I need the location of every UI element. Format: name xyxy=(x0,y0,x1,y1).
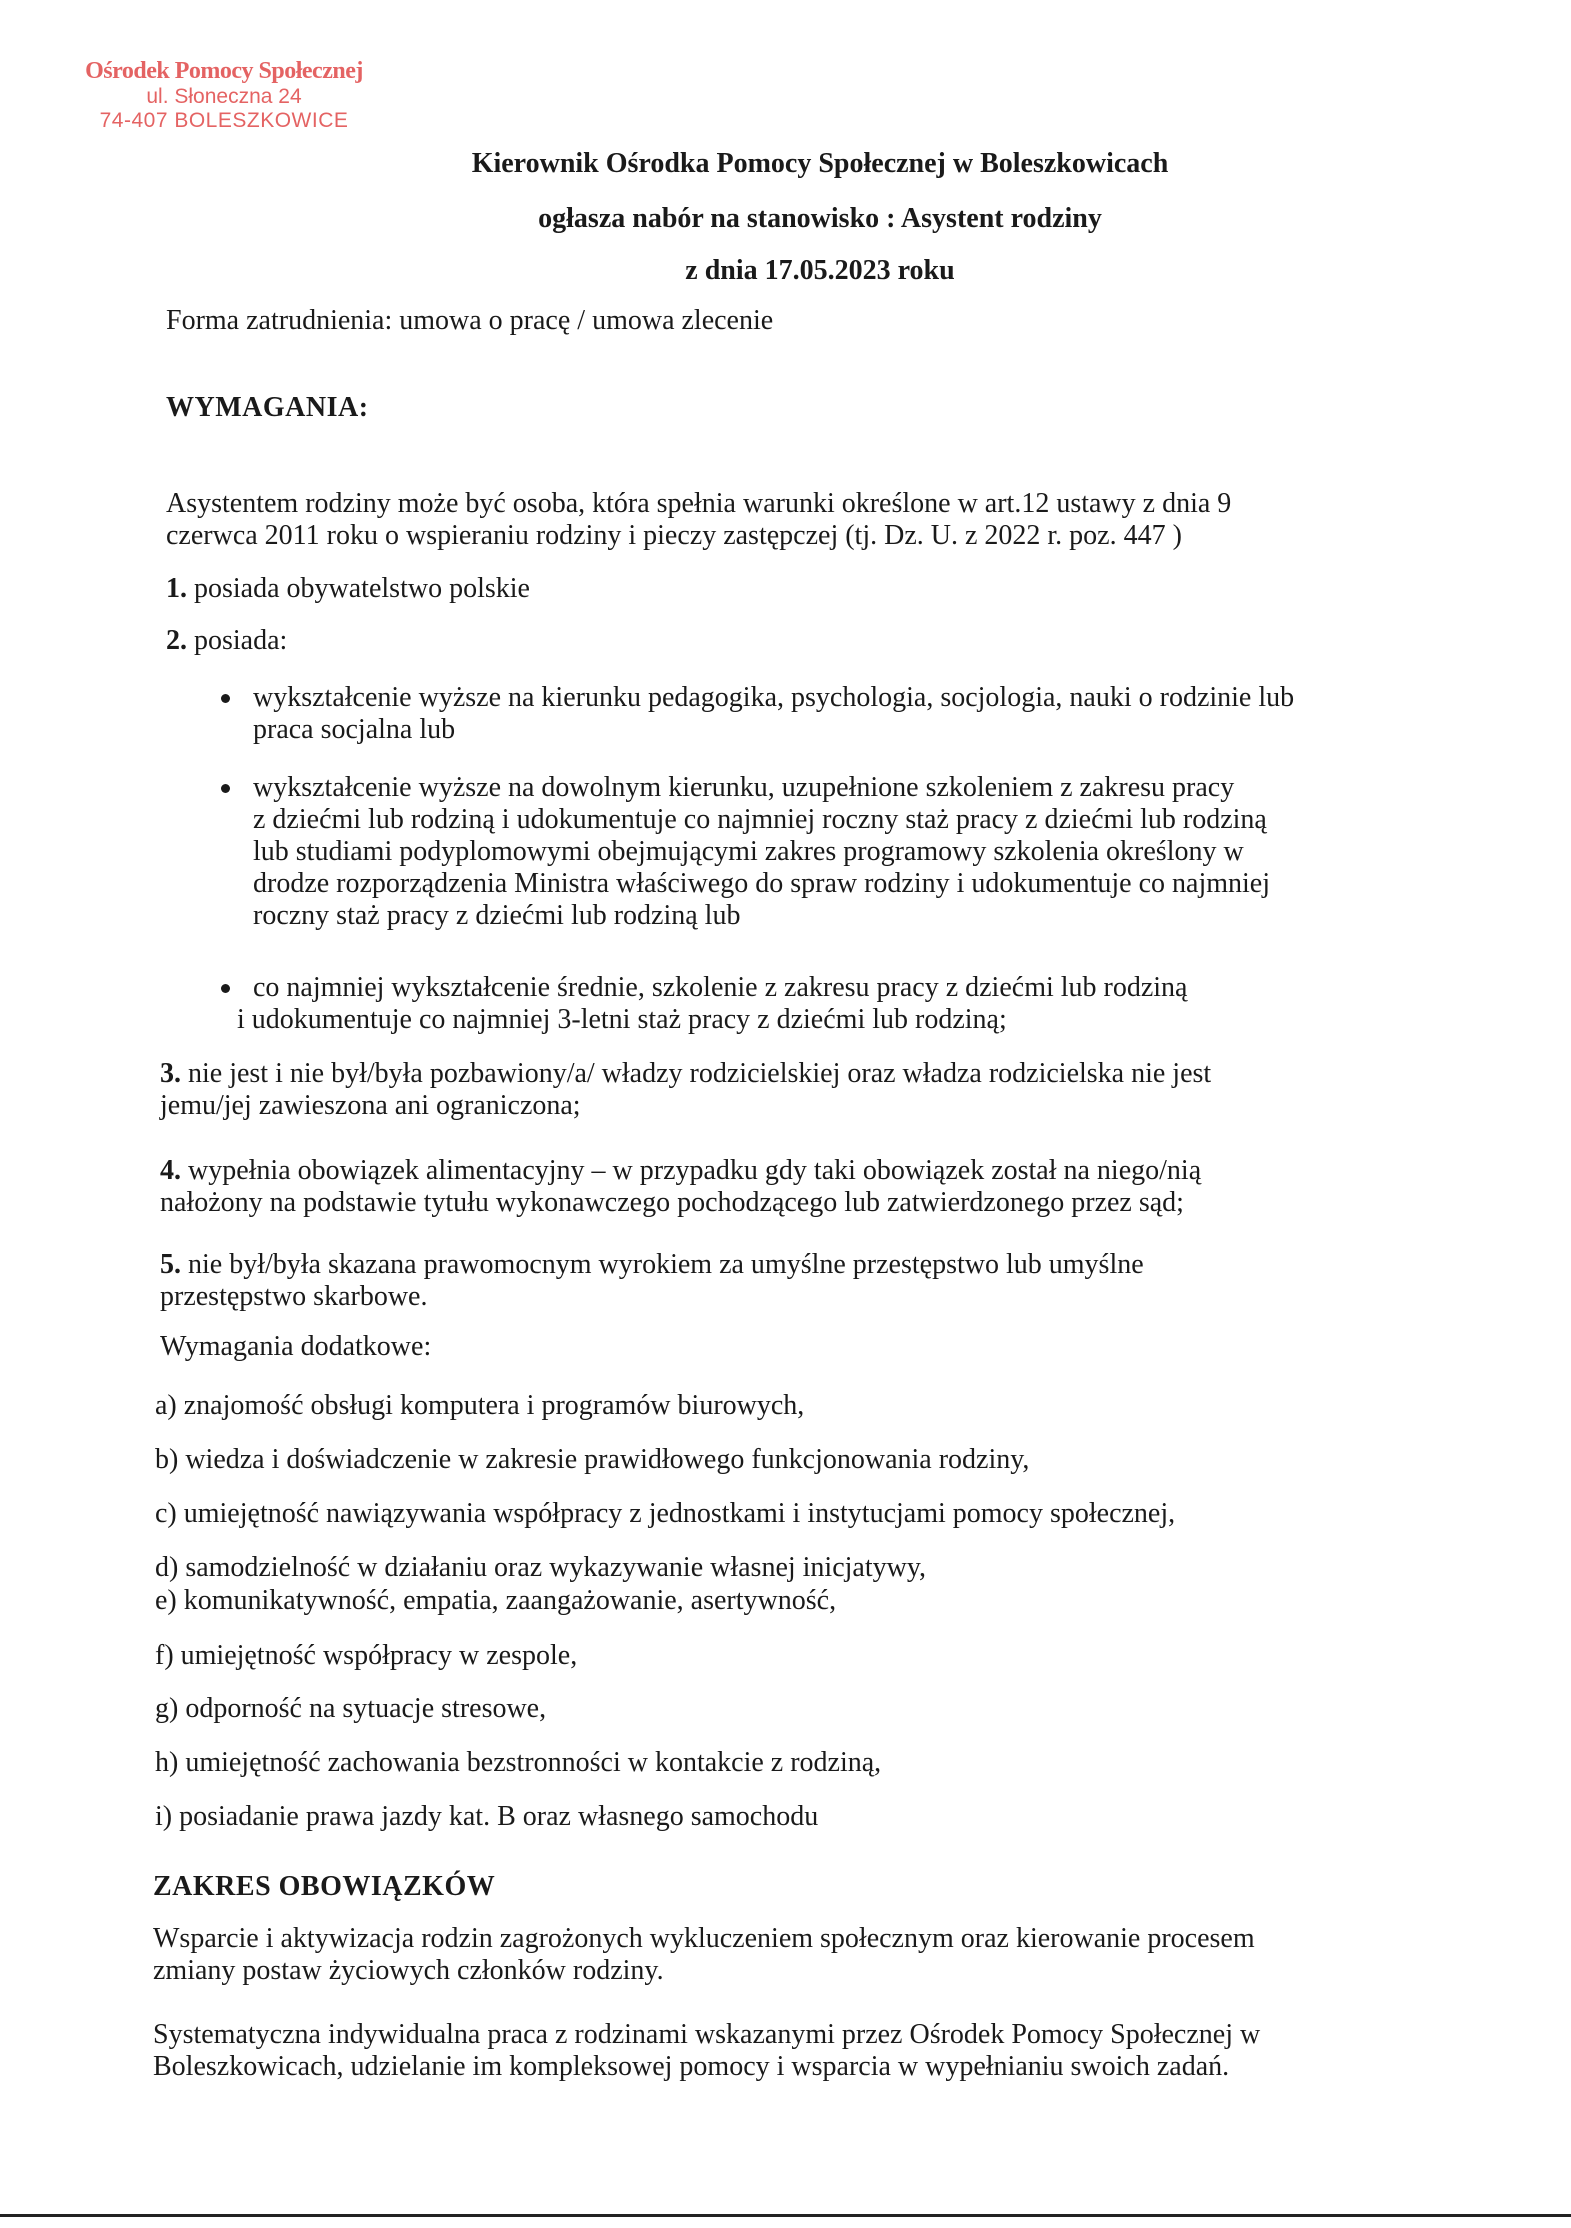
duties-paragraph-1-line-2: zmiany postaw życiowych członków rodziny. xyxy=(153,1955,664,1986)
bullet-2-line-2: z dziećmi lub rodziną i udokumentuje co najmniej roczny staż pracy z dziećmi lub rodziną xyxy=(253,804,1267,835)
header-line-1: Kierownik Ośrodka Pomocy Społecznej w Boleszkowicach xyxy=(471,148,1169,179)
requirement-item-4-line-2: nałożony na podstawie tytułu wykonawczego pochodzącego lub zatwierdzonego przez sąd; xyxy=(160,1187,1184,1218)
additional-item-e: e) komunikatywność, empatia, zaangażowanie, asertywność, xyxy=(155,1585,837,1616)
requirement-item-5-line-1: 5. nie był/była skazana prawomocnym wyrokiem za umyślne przestępstwo lub umyślne xyxy=(160,1249,1144,1280)
bullet-2-line-1: wykształcenie wyższe na dowolnym kierunku, uzupełnione szkoleniem z zakresu pracy xyxy=(253,772,1235,803)
duties-paragraph-2-line-1: Systematyczna indywidualna praca z rodzinami wskazanymi przez Ośrodek Pomocy Społecznej w xyxy=(153,2019,1261,2050)
duties-paragraph-2-line-2: Boleszkowicach, udzielanie im kompleksowej pomocy i wsparcia w wypełnianiu swoich zadań. xyxy=(153,2051,1230,2082)
requirements-intro-line-2: czerwca 2011 roku o wspieraniu rodziny i pieczy zastępczej (tj. Dz. U. z 2022 r. poz. 447 ) xyxy=(166,520,1182,551)
bullet-2-line-5: roczny staż pracy z dziećmi lub rodziną lub xyxy=(253,900,741,931)
bullet-1-line-1: wykształcenie wyższe na kierunku pedagogika, psychologia, socjologia, nauki o rodzinie lub xyxy=(253,682,1295,713)
additional-item-a: a) znajomość obsługi komputera i programów biurowych, xyxy=(155,1390,805,1421)
bullet-icon xyxy=(221,694,230,703)
stamp-line-3: 74-407 BOLESZKOWICE xyxy=(99,109,349,132)
requirement-item-2: 2. posiada: xyxy=(166,625,288,656)
page-bottom-edge xyxy=(0,2214,1571,2217)
requirement-item-1: 1. posiada obywatelstwo polskie xyxy=(166,573,530,604)
additional-heading: Wymagania dodatkowe: xyxy=(160,1331,432,1362)
stamp-line-1: Ośrodek Pomocy Społecznej xyxy=(85,58,363,84)
additional-item-d: d) samodzielność w działaniu oraz wykazywanie własnej inicjatywy, xyxy=(155,1552,927,1583)
additional-item-g: g) odporność na sytuacje stresowe, xyxy=(155,1693,547,1724)
bullet-3-line-1: co najmniej wykształcenie średnie, szkolenie z zakresu pracy z dziećmi lub rodziną xyxy=(253,972,1188,1003)
institution-stamp xyxy=(74,58,374,133)
requirements-intro-line-1: Asystentem rodziny może być osoba, która spełnia warunki określone w art.12 ustawy z dnia 9 xyxy=(166,488,1232,519)
additional-item-c: c) umiejętność nawiązywania współpracy z jednostkami i instytucjami pomocy społecznej, xyxy=(155,1498,1176,1529)
bullet-2-line-3: lub studiami podyplomowymi obejmującymi zakres programowy szkolenia określony w xyxy=(253,836,1244,867)
duties-paragraph-1-line-1: Wsparcie i aktywizacja rodzin zagrożonych wykluczeniem społecznym oraz kierowanie procesem xyxy=(153,1923,1255,1954)
additional-item-h: h) umiejętność zachowania bezstronności w kontakcie z rodziną, xyxy=(155,1747,882,1778)
employment-form: Forma zatrudnienia: umowa o pracę / umowa zlecenie xyxy=(166,305,774,336)
requirements-heading: WYMAGANIA: xyxy=(166,392,369,423)
bullet-3-line-2: i udokumentuje co najmniej 3-letni staż pracy z dziećmi lub rodziną; xyxy=(237,1004,1007,1035)
header-line-2: ogłasza nabór na stanowisko : Asystent rodziny xyxy=(538,203,1102,234)
requirement-item-5-line-2: przestępstwo skarbowe. xyxy=(160,1281,428,1312)
header-line-3: z dnia 17.05.2023 roku xyxy=(685,255,955,286)
requirement-item-4-line-1: 4. wypełnia obowiązek alimentacyjny – w przypadku gdy taki obowiązek został na niego/nią xyxy=(160,1155,1202,1186)
bullet-2-line-4: drodze rozporządzenia Ministra właściwego do spraw rodziny i udokumentuje co najmniej xyxy=(253,868,1271,899)
bullet-1-line-2: praca socjalna lub xyxy=(253,714,456,745)
bullet-icon xyxy=(221,984,230,993)
stamp-line-2: ul. Słoneczna 24 xyxy=(146,85,302,108)
bullet-icon xyxy=(221,784,230,793)
duties-heading: ZAKRES OBOWIĄZKÓW xyxy=(153,1871,496,1902)
requirement-item-3-line-2: jemu/jej zawieszona ani ograniczona; xyxy=(160,1090,581,1121)
additional-item-b: b) wiedza i doświadczenie w zakresie prawidłowego funkcjonowania rodziny, xyxy=(155,1444,1030,1475)
additional-item-i: i) posiadanie prawa jazdy kat. B oraz własnego samochodu xyxy=(155,1801,819,1832)
requirement-item-3-line-1: 3. nie jest i nie był/była pozbawiony/a/ władzy rodzicielskiej oraz władza rodzicielska nie jest xyxy=(160,1058,1212,1089)
additional-item-f: f) umiejętność współpracy w zespole, xyxy=(155,1640,578,1671)
